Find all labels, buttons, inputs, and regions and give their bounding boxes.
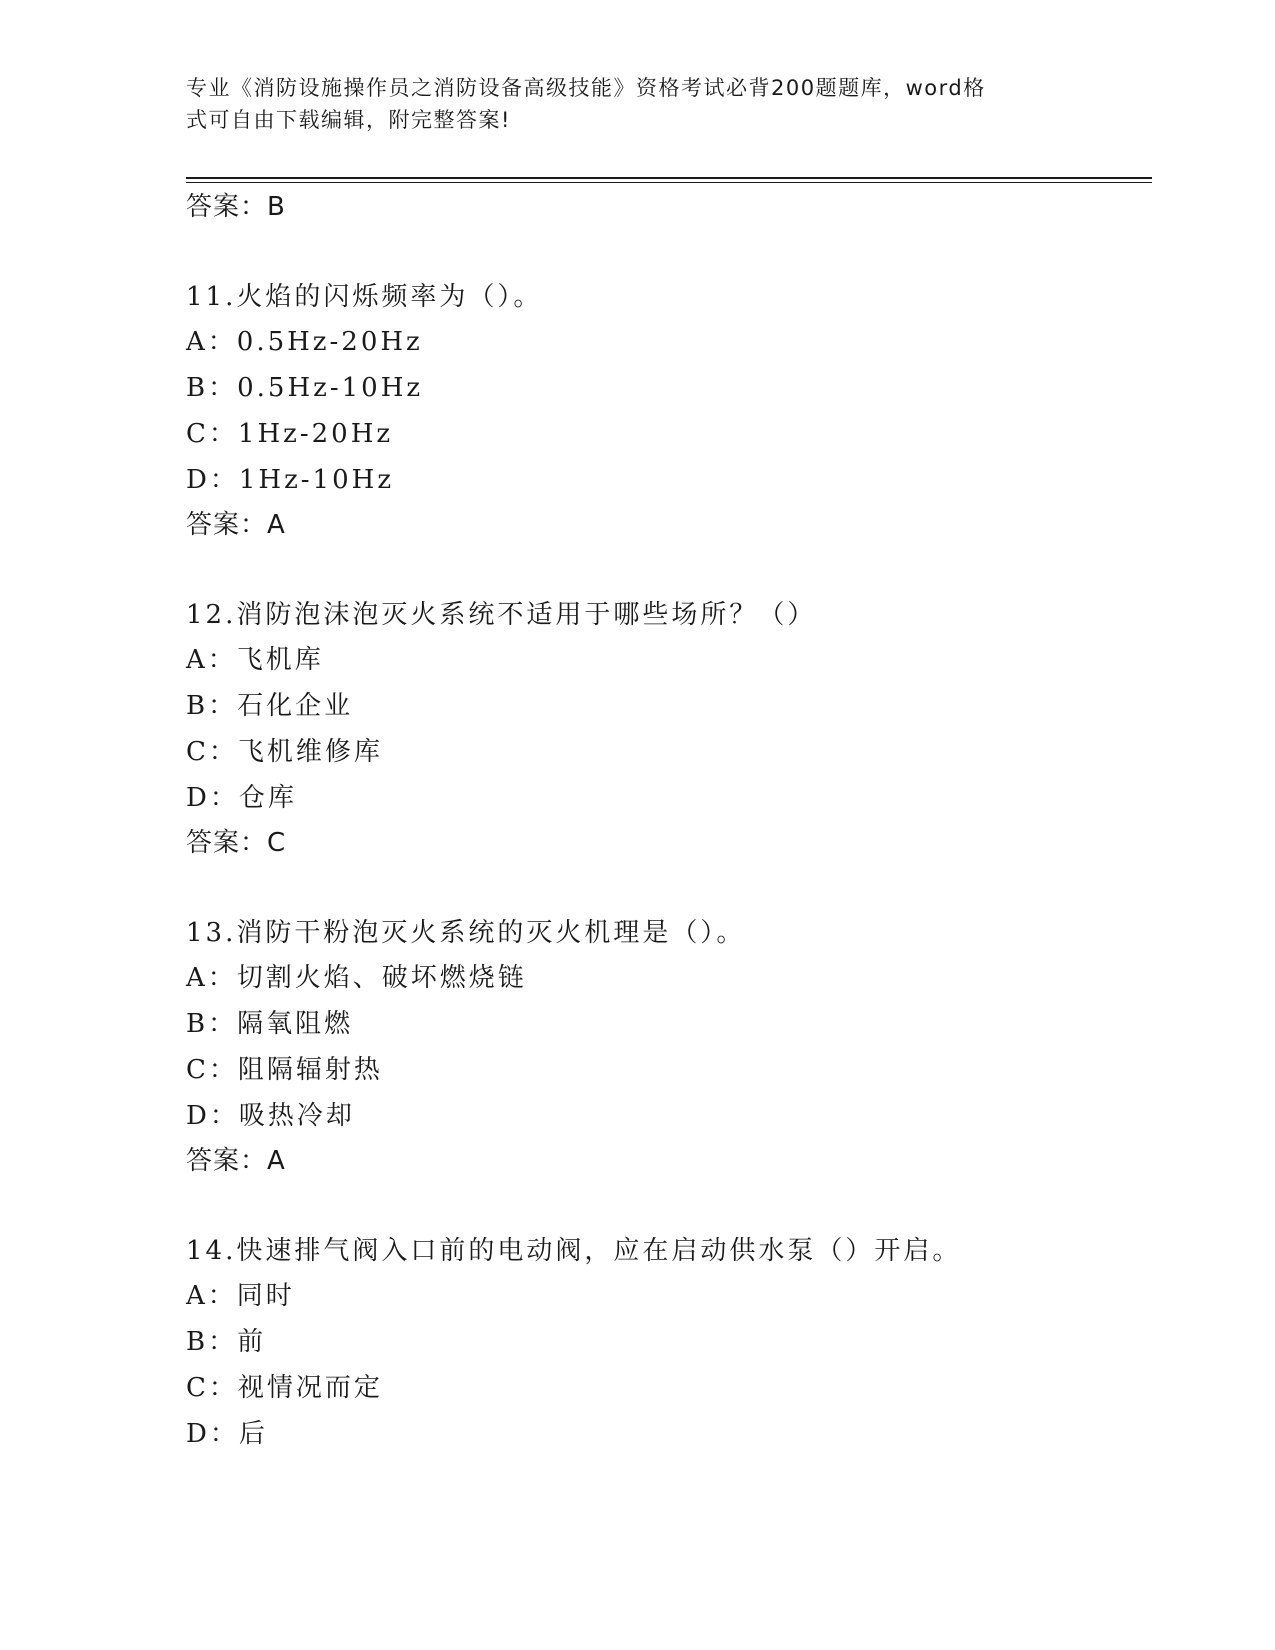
option-text: 0.5Hz-20Hz	[236, 327, 423, 357]
option-letter: D：	[186, 465, 239, 495]
question-block	[186, 275, 1146, 547]
option-c	[186, 1365, 1146, 1411]
question-block	[186, 1229, 1146, 1457]
option-text: 飞机库	[236, 645, 324, 675]
question-block	[186, 911, 1146, 1183]
option-b	[186, 1319, 1146, 1365]
option-a	[186, 319, 1146, 365]
option-letter: C：	[186, 1055, 238, 1085]
option-text: 0.5Hz-10Hz	[237, 373, 424, 403]
header-line-2: 式可自由下载编辑，附完整答案!	[186, 108, 511, 132]
option-letter: A：	[186, 963, 237, 993]
question-text: 12.消防泡沫泡灭火系统不适用于哪些场所？（）	[186, 600, 817, 630]
option-d	[186, 775, 1146, 821]
option-text: 阻隔辐射热	[237, 1055, 383, 1085]
option-text: 同时	[236, 1281, 295, 1311]
option-letter: A：	[186, 645, 237, 675]
option-letter: C：	[186, 1373, 238, 1403]
option-d	[186, 457, 1146, 503]
option-d	[186, 1411, 1146, 1457]
option-text: 视情况而定	[237, 1373, 383, 1403]
option-text: 后	[238, 1419, 268, 1449]
document-header	[186, 72, 1066, 136]
option-text: 1Hz-20Hz	[237, 419, 394, 449]
question-list	[186, 185, 1146, 1457]
option-letter: D：	[186, 783, 239, 813]
option-b	[186, 683, 1146, 729]
option-b	[186, 1001, 1146, 1047]
option-text: 隔氧阻燃	[237, 1009, 354, 1039]
question-block	[186, 593, 1146, 865]
option-d	[186, 1093, 1146, 1139]
option-text: 石化企业	[237, 691, 354, 721]
option-text: 前	[237, 1327, 267, 1357]
option-b	[186, 365, 1146, 411]
option-a	[186, 955, 1146, 1001]
header-line-1: 专业《消防设施操作员之消防设备高级技能》资格考试必背200题题库，word格	[186, 76, 986, 100]
answer-line: 答案：B	[186, 192, 286, 222]
answer-line: 答案：C	[186, 828, 287, 858]
option-c	[186, 1047, 1146, 1093]
option-letter: C：	[186, 737, 238, 767]
header-divider-thick	[186, 177, 1152, 179]
question-text: 14.快速排气阀入口前的电动阀，应在启动供水泵（）开启。	[186, 1236, 962, 1266]
answer-line: 答案：A	[186, 1146, 286, 1176]
option-letter: D：	[186, 1419, 239, 1449]
option-a	[186, 1273, 1146, 1319]
answer-line: 答案：A	[186, 510, 286, 540]
option-letter: D：	[186, 1101, 239, 1131]
option-letter: B：	[186, 373, 238, 403]
question-text: 13.消防干粉泡灭火系统的灭火机理是（）。	[186, 918, 746, 948]
option-text: 仓库	[238, 783, 297, 813]
option-c	[186, 729, 1146, 775]
option-letter: B：	[186, 1327, 238, 1357]
option-letter: B：	[186, 1009, 238, 1039]
option-letter: A：	[186, 327, 237, 357]
option-text: 切割火焰、破坏燃烧链	[236, 963, 527, 993]
option-letter: B：	[186, 691, 238, 721]
option-text: 吸热冷却	[238, 1101, 355, 1131]
option-c	[186, 411, 1146, 457]
header-divider-thin	[186, 182, 1152, 183]
option-text: 飞机维修库	[237, 737, 383, 767]
option-a	[186, 637, 1146, 683]
option-letter: C：	[186, 419, 238, 449]
question-text: 11.火焰的闪烁频率为（）。	[186, 282, 543, 312]
option-letter: A：	[186, 1281, 237, 1311]
option-text: 1Hz-10Hz	[238, 465, 395, 495]
